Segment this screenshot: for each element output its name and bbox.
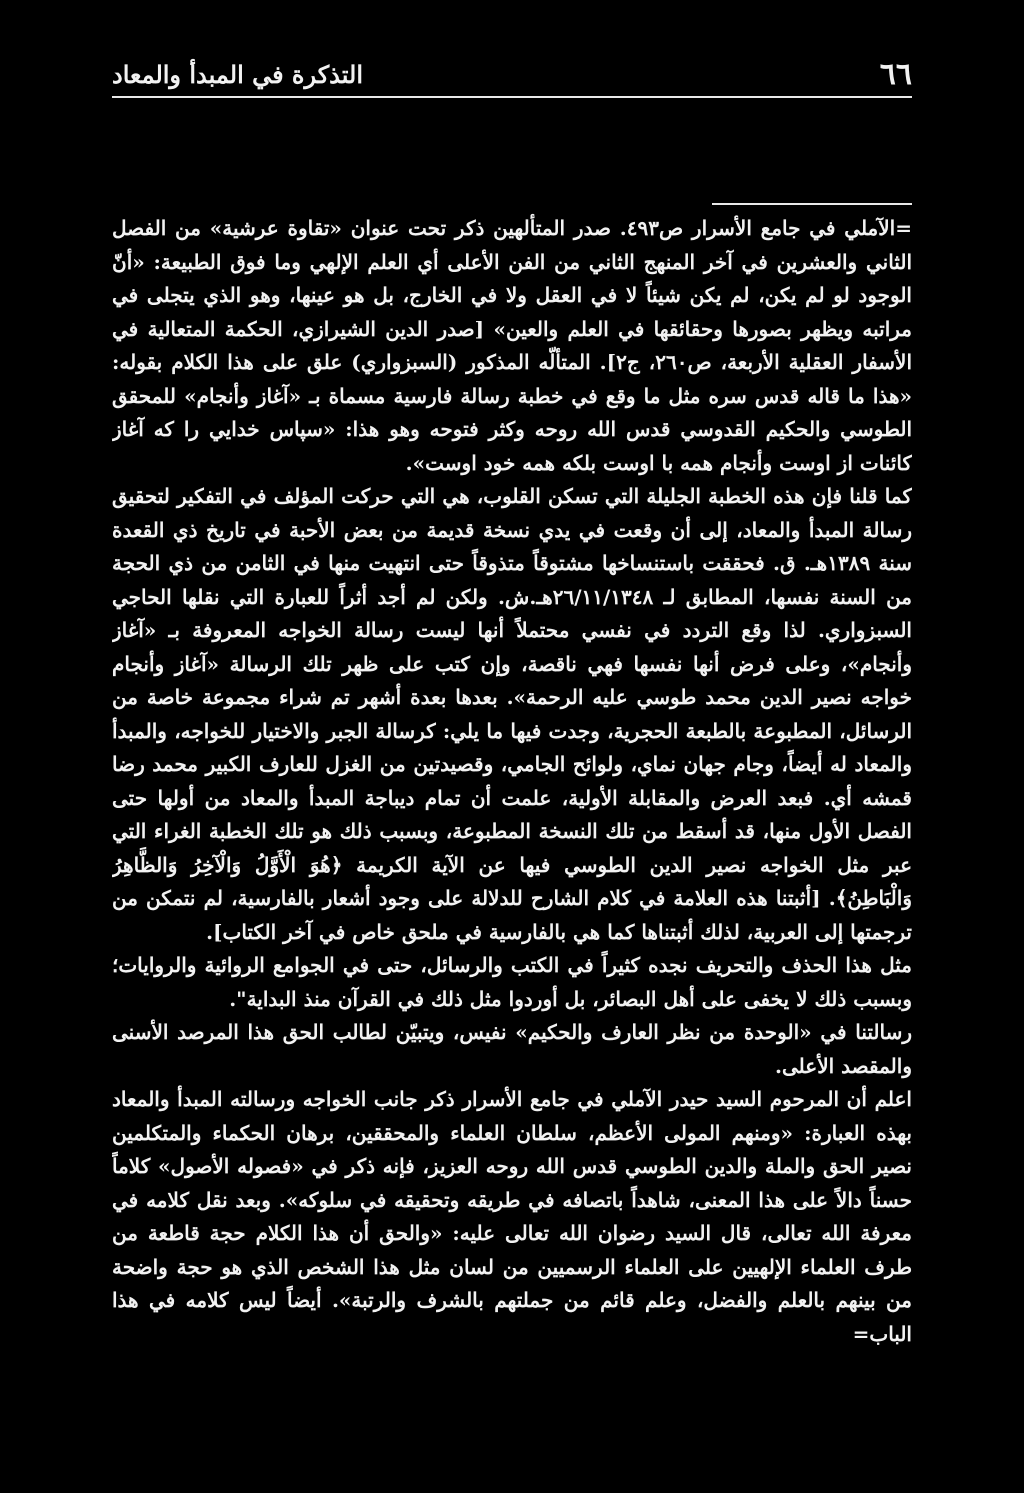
- header-divider: [112, 96, 912, 98]
- page-header: [112, 52, 912, 96]
- running-title: التذكرة في المبدأ والمعاد: [112, 59, 363, 89]
- paragraph: كما قلنا فإن هذه الخطبة الجليلة التي تسكن القلوب، هي التي حركت المؤلف في التفكير لتحقيق رسالة المبدأ والمعاد، إلى أن وقعت في يدي نسخة قديمة من بعض الأحبة في تاريخ ذي القعدة سنة ١٣٨٩هـ. ق. فحققت باستنساخها مشتوقاً متذوقاً حتى انتهيت منها في الثامن من ذي الحجة من السنة نفسها، المطابق لـ ٢٦/١١/١٣٤٨هـ.ش. ولكن لم أجد أثراً للعبارة التي نقلها الحاجي السبزواري. لذا وقع التردد في نفسي محتملاً أنها ليست رسالة الخواجه المعروفة بـ «آغاز وأنجام»، وعلى فرض أنها نفسها فهي ناقصة، وإن كتب على ظهر تلك الرسالة «آغاز وأنجام خواجه نصير الدين محمد طوسي عليه الرحمة». بعدها بعدة أشهر تم شراء مجموعة خاصة من الرسائل، المطبوعة بالطبعة الحجرية، وجدت فيها ما يلي: كرسالة الجبر والاختيار للخواجه، والمبدأ والمعاد له أيضاً، وجام جهان نماي، ولوائح الجامي، وقصيدتين من الغزل للعارف الكبير محمد رضا قمشه أي. فبعد العرض والمقابلة الأولية، علمت أن تمام ديباجة المبدأ والمعاد من أولها حتى الفصل الأول منها، قد أسقط من تلك النسخة المطبوعة، وبسبب ذلك هو تلك الخطبة الغراء التي عبر مثل الخواجه نصير الدين الطوسي فيها عن الآية الكريمة ﴿هُوَ الْأَوَّلُ وَالْآخِرُ وَالظَّاهِرُ وَالْبَاطِنُ﴾. [أثبتنا هذه العلامة في كلام الشارح للدلالة على وجود أشعار بالفارسية، لم نتمكن من ترجمتها إلى العربية، لذلك أثبتناها كما هي بالفارسية في ملحق خاص في آخر الكتاب].: [112, 484, 912, 944]
- paragraph: اعلم أن المرحوم السيد حيدر الآملي في جامع الأسرار ذكر جانب الخواجه ورسالته المبدأ والمعاد بهذه العبارة: «ومنهم المولى الأعظم، سلطان العلماء والمحققين، برهان الحكماء والمتكلمين نصير الحق والملة والدين الطوسي قدس الله روحه العزيز، فإنه ذكر في «فصوله الأصول» كلاماً حسناً دالاً على هذا المعنى، شاهداً باتصافه في طريقه وتحقيقه في سلوكه». وبعد نقل كلامه في معرفة الله تعالى، قال السيد رضوان الله تعالى عليه: «والحق أن هذا الكلام حجة قاطعة من طرف العلماء الإلهيين على العلماء الرسميين من لسان مثل هذا الشخص الذي هو حجة واضحة من بينهم بالعلم والفضل، وعلم قائم من جملتهم بالشرف والرتبة». أيضاً ليس كلامه في هذا الباب=: [112, 1087, 912, 1346]
- footnote-divider: [712, 203, 912, 205]
- paragraph: مثل هذا الحذف والتحريف نجده كثيراً في الكتب والرسائل، حتى في الجوامع الروائية والروايات؛ وبسبب ذلك لا يخفى على أهل البصائر، بل أوردوا مثل ذلك في القرآن منذ البداية".: [112, 953, 912, 1011]
- paragraph-footnote-continuation: =الآملي في جامع الأسرار ص٤٩٣. صدر المتألهين ذكر تحت عنوان «تقاوة عرشية» من الفصل الثاني والعشرين في آخر المنهج الثاني من الفن الأعلى أي العلم الإلهي وما فوق الطبيعة: «أنّ الوجود لو لم يكن، لم يكن شيئاً لا في العقل ولا في الخارج، بل هو عينها، وهو الذي يتجلى في مراتبه ويظهر بصورها وحقائقها في العلم والعين» [صدر الدين الشيرازي، الحكمة المتعالية في الأسفار العقلية الأربعة، ص٢٦٠، ج٢]. المتألّه المذكور (السبزواري) علق على هذا الكلام بقوله: «هذا ما قاله قدس سره مثل ما وقع في خطبة رسالة فارسية مسماة بـ «آغاز وأنجام» للمحقق الطوسي والحكيم القدوسي قدس الله روحه وكثر فتوحه وهو هذا: «سپاس خدايي را كه آغاز كائنات از اوست وأنجام همه با اوست بلكه همه خود اوست».: [112, 216, 912, 475]
- body-text: [112, 212, 912, 1455]
- paragraph: رسالتنا في «الوحدة من نظر العارف والحكيم» نفيس، ويتبيّن لطالب الحق هذا المرصد الأسنى والمقصد الأعلى.: [112, 1020, 912, 1078]
- page-number: ٦٦: [879, 56, 912, 92]
